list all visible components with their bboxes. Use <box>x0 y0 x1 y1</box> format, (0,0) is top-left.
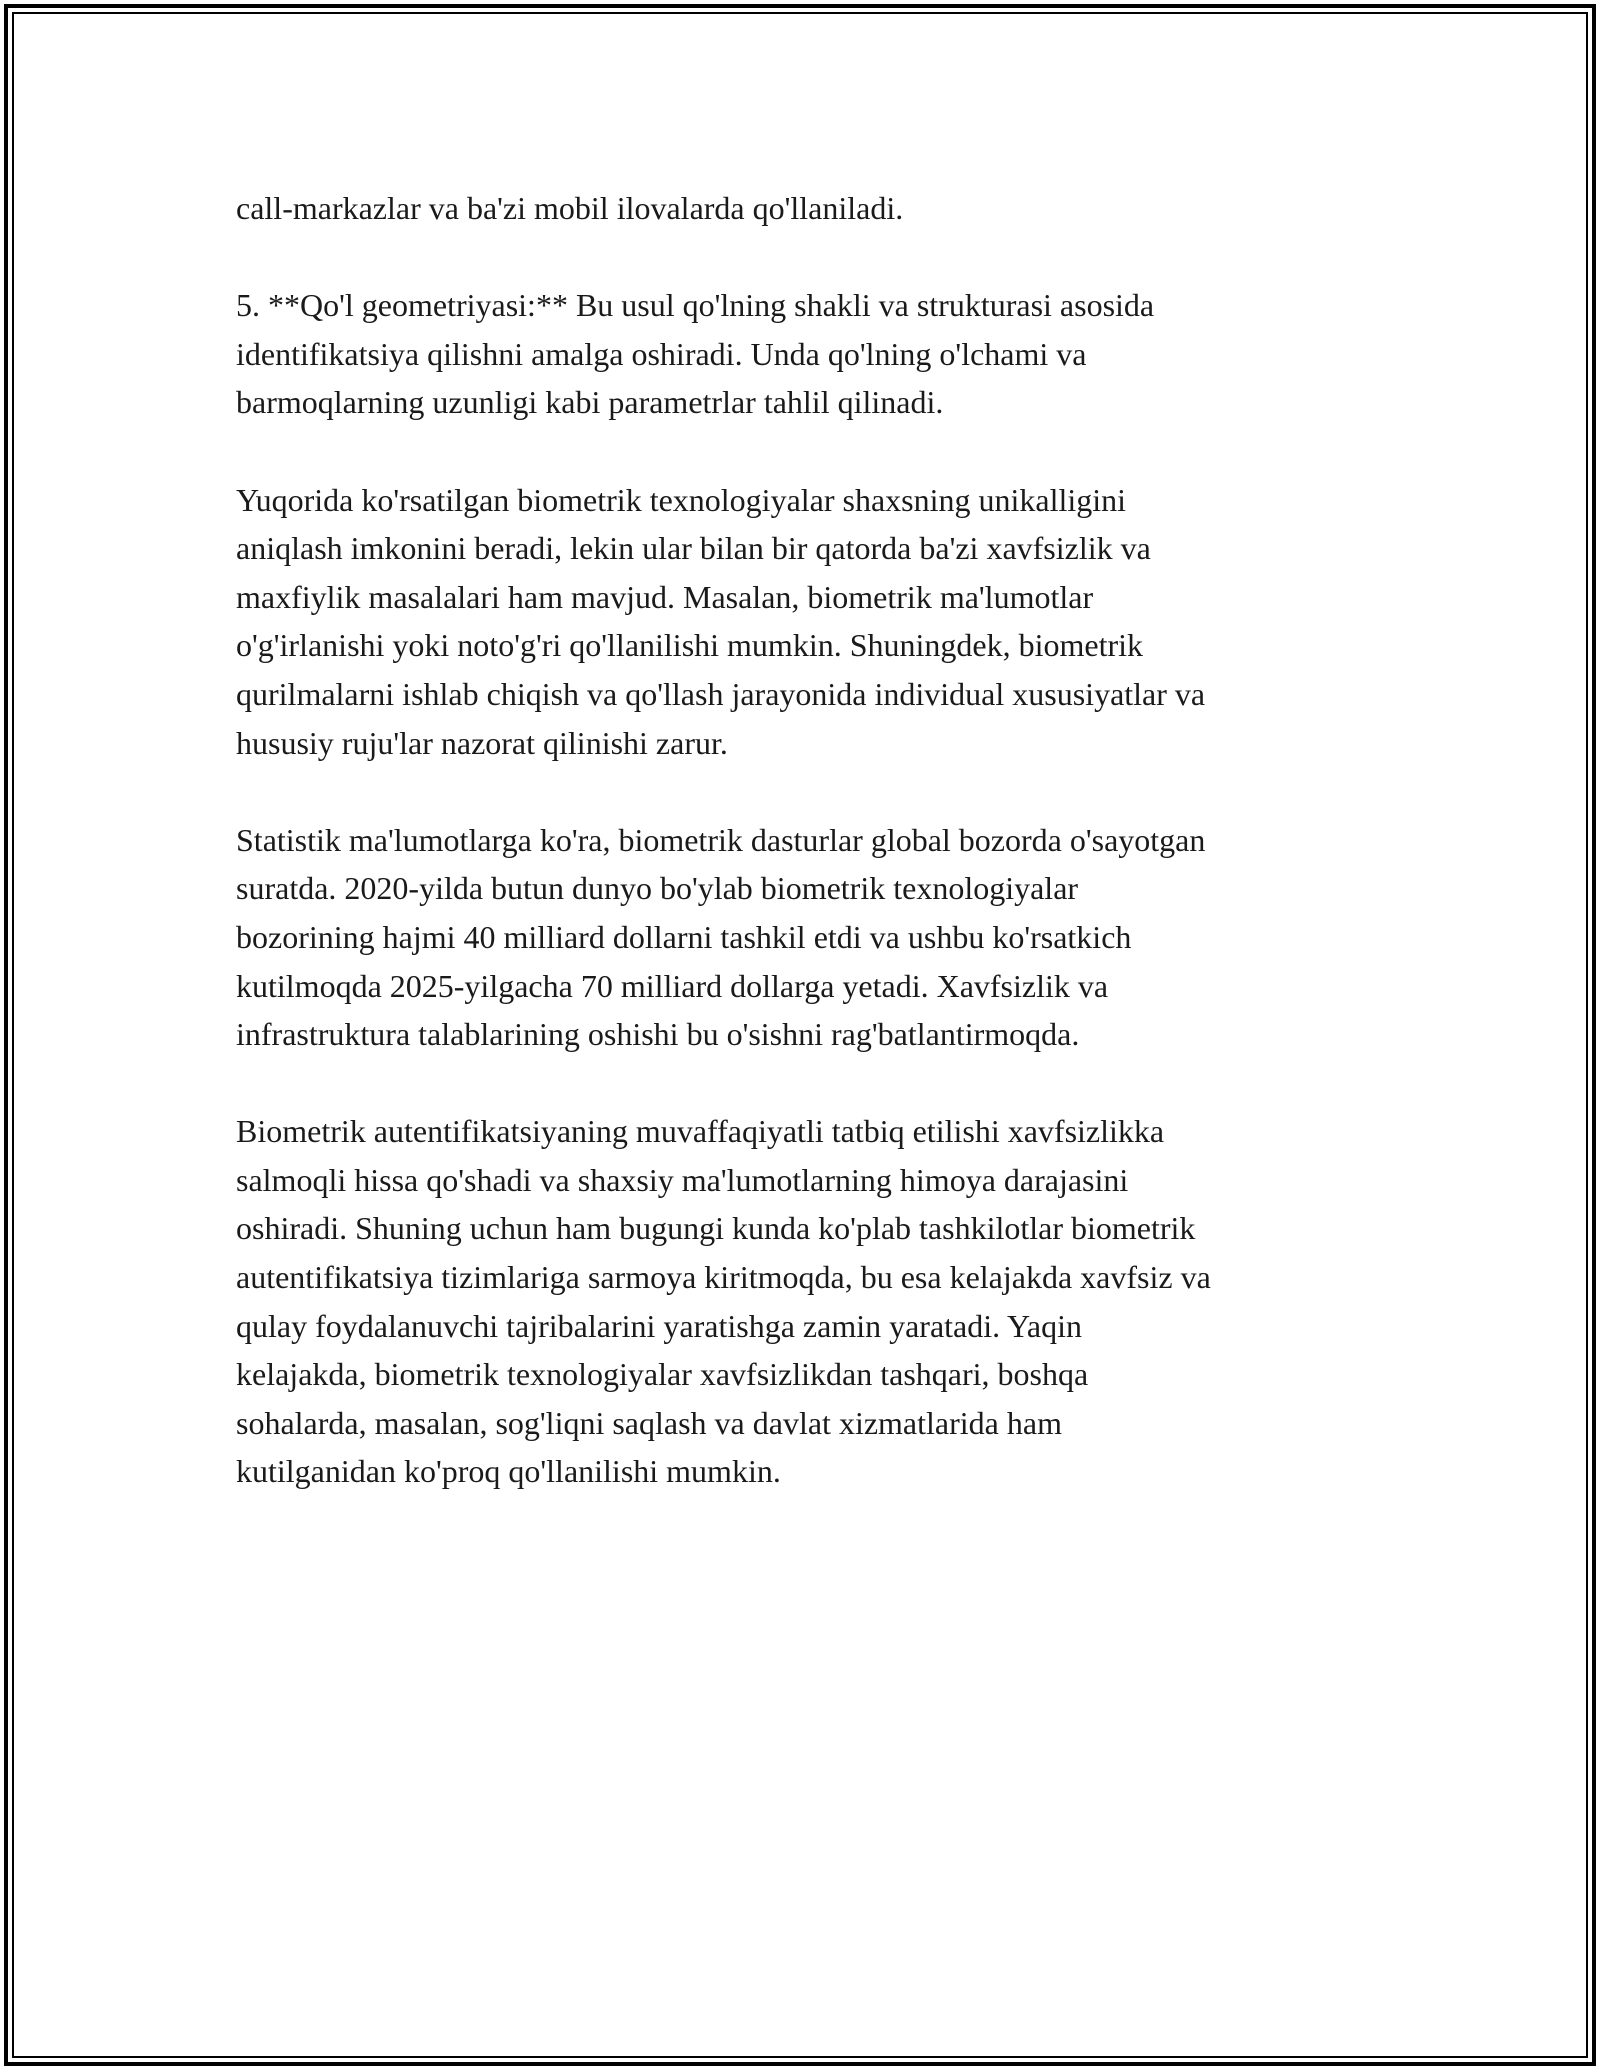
text-line: 5. **Qo'l geometriyasi:** Bu usul qo'lning shakli va strukturasi asosida <box>236 287 1155 324</box>
text-line: suratda. 2020-yilda butun dunyo bo'ylab biometrik texnologiyalar <box>236 870 1079 907</box>
text-line: Biometrik autentifikatsiyaning muvaffaqiyatli tatbiq etilishi xavfsizlikka <box>236 1113 1165 1150</box>
text-line: kelajakda, biometrik texnologiyalar xavfsizlikdan tashqari, boshqa <box>236 1356 1089 1393</box>
text-line: oshiradi. Shuning uchun ham bugungi kunda ko'plab tashkilotlar biometrik <box>236 1210 1196 1247</box>
text-line: barmoqlarning uzunligi kabi parametrlar tahlil qilinadi. <box>236 384 944 421</box>
text-line: kutilganidan ko'proq qo'llanilishi mumkin. <box>236 1453 781 1490</box>
text-line: hususiy ruju'lar nazorat qilinishi zarur. <box>236 724 728 761</box>
text-line: Statistik ma'lumotlarga ko'ra, biometrik dasturlar global bozorda o'sayotgan <box>236 821 1206 858</box>
text-line: sohalarda, masalan, sog'liqni saqlash va davlat xizmatlarida ham <box>236 1404 1062 1441</box>
paragraph-3 <box>236 476 1356 768</box>
document-body <box>236 184 1356 1545</box>
text-line: o'g'irlanishi yoki noto'g'ri qo'llanilishi mumkin. Shuningdek, biometrik <box>236 627 1144 664</box>
text-line: Yuqorida ko'rsatilgan biometrik texnologiyalar shaxsning unikalligini <box>236 481 1127 518</box>
text-line: infrastruktura talablarining oshishi bu o'sishni rag'batlantirmoqda. <box>236 1016 1080 1053</box>
text-line: qurilmalarni ishlab chiqish va qo'llash jarayonida individual xususiyatlar va <box>236 675 1206 712</box>
paragraph-5 <box>236 1107 1356 1496</box>
paragraph-2 <box>236 281 1356 427</box>
text-line: kutilmoqda 2025-yilgacha 70 milliard dollarga yetadi. Xavfsizlik va <box>236 967 1109 1004</box>
text-line: maxfiylik masalalari ham mavjud. Masalan, biometrik ma'lumotlar <box>236 578 1094 615</box>
paragraph-1 <box>236 184 1356 233</box>
text-line: salmoqli hissa qo'shadi va shaxsiy ma'lumotlarning himoya darajasini <box>236 1161 1129 1198</box>
text-line: call-markazlar va ba'zi mobil ilovalarda qo'llaniladi. <box>236 190 904 226</box>
text-line: aniqlash imkonini beradi, lekin ular bilan bir qatorda ba'zi xavfsizlik va <box>236 530 1151 567</box>
text-line: qulay foydalanuvchi tajribalarini yaratishga zamin yaratadi. Yaqin <box>236 1307 1082 1344</box>
text-line: identifikatsiya qilishni amalga oshiradi. Unda qo'lning o'lchami va <box>236 335 1087 372</box>
text-line: bozorining hajmi 40 milliard dollarni tashkil etdi va ushbu ko'rsatkich <box>236 918 1132 955</box>
paragraph-4 <box>236 816 1356 1059</box>
text-line: autentifikatsiya tizimlariga sarmoya kiritmoqda, bu esa kelajakda xavfsiz va <box>236 1259 1211 1296</box>
